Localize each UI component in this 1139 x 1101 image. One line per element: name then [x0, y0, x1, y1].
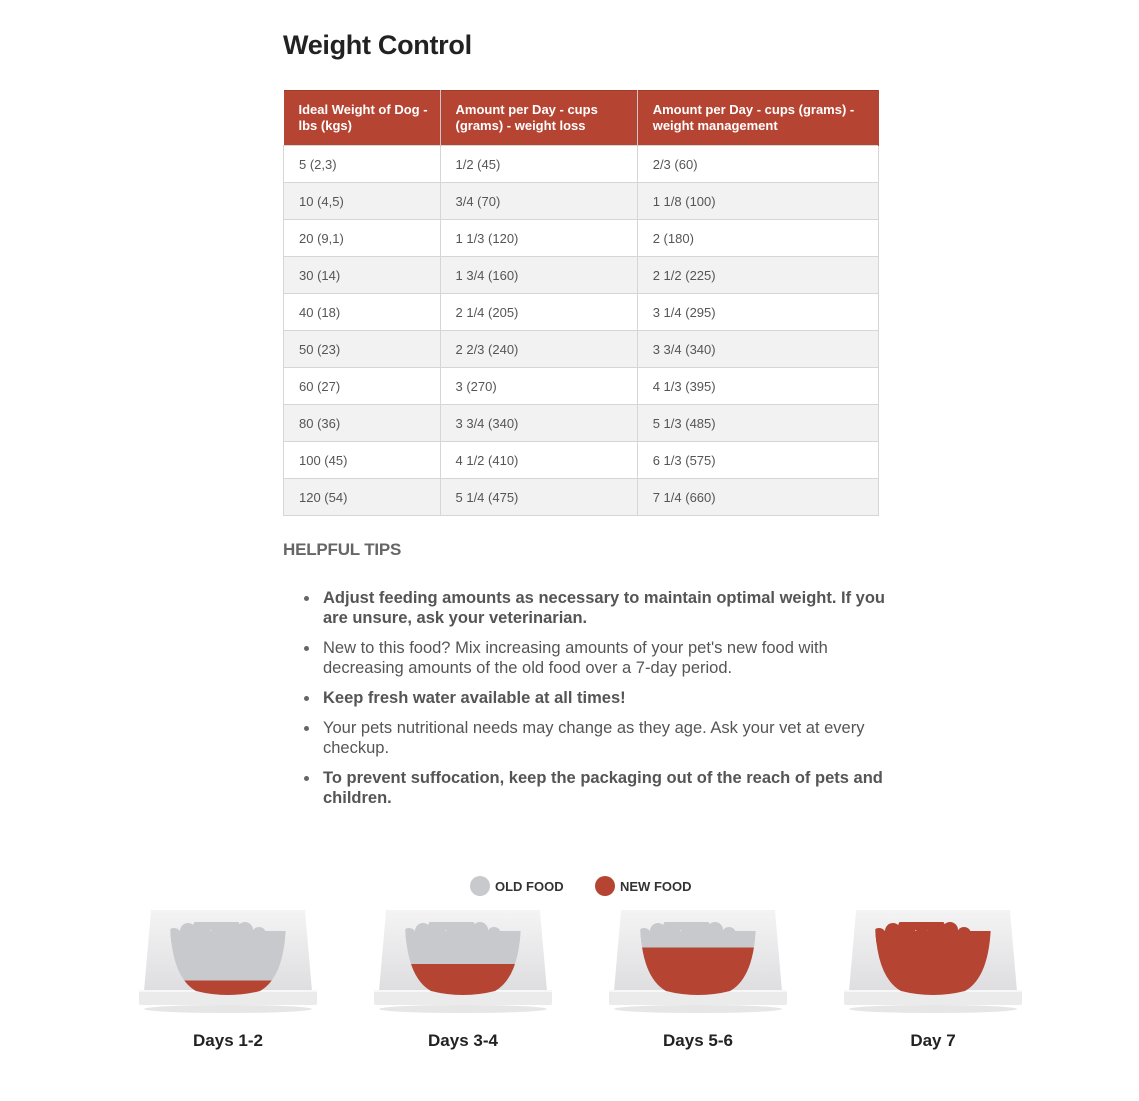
feeding-table	[283, 90, 879, 516]
legend-old-food	[470, 876, 564, 896]
cell-weight-loss: 3 (270)	[440, 368, 637, 405]
food-bowl-icon	[843, 905, 1023, 1017]
cell-ideal-weight: 5 (2,3)	[284, 146, 441, 183]
table-header-row	[284, 91, 879, 146]
bowl-stage	[838, 905, 1028, 1051]
cell-ideal-weight: 100 (45)	[284, 442, 441, 479]
cell-weight-management: 1 1/8 (100)	[637, 183, 878, 220]
cell-weight-loss: 5 1/4 (475)	[440, 479, 637, 516]
cell-ideal-weight: 50 (23)	[284, 331, 441, 368]
table-row	[284, 479, 879, 516]
cell-ideal-weight: 30 (14)	[284, 257, 441, 294]
cell-weight-management: 5 1/3 (485)	[637, 405, 878, 442]
tips-heading: HELPFUL TIPS	[283, 540, 402, 559]
food-bowl-icon	[608, 905, 788, 1017]
bowl-stage	[133, 905, 323, 1051]
tip-item: To prevent suffocation, keep the packaging out of the reach of pets and children.	[323, 768, 913, 808]
old-food-dot-icon	[470, 876, 490, 896]
table-body	[284, 146, 879, 516]
page-title: Weight Control	[283, 30, 472, 60]
transition-bowls	[0, 905, 1139, 1065]
legend-new-food	[595, 876, 692, 896]
cell-ideal-weight: 80 (36)	[284, 405, 441, 442]
cell-weight-loss: 1/2 (45)	[440, 146, 637, 183]
table-row	[284, 220, 879, 257]
table-row	[284, 442, 879, 479]
cell-ideal-weight: 120 (54)	[284, 479, 441, 516]
bowl-stage	[603, 905, 793, 1051]
bowl-stage	[368, 905, 558, 1051]
header-weight-management: Amount per Day - cups (grams) - weight management	[637, 91, 878, 146]
cell-ideal-weight: 40 (18)	[284, 294, 441, 331]
cell-weight-loss: 3/4 (70)	[440, 183, 637, 220]
new-food-dot-icon	[595, 876, 615, 896]
cell-weight-management: 6 1/3 (575)	[637, 442, 878, 479]
cell-ideal-weight: 10 (4,5)	[284, 183, 441, 220]
cell-weight-management: 4 1/3 (395)	[637, 368, 878, 405]
table-row	[284, 368, 879, 405]
cell-ideal-weight: 20 (9,1)	[284, 220, 441, 257]
bowl-caption: Days 5-6	[663, 1031, 733, 1050]
tip-item: Adjust feeding amounts as necessary to maintain optimal weight. If you are unsure, ask your veterinarian.	[323, 588, 913, 628]
bowl-caption: Day 7	[910, 1031, 956, 1050]
cell-ideal-weight: 60 (27)	[284, 368, 441, 405]
tip-item: Keep fresh water available at all times!	[323, 688, 913, 708]
tip-item: New to this food? Mix increasing amounts of your pet's new food with decreasing amounts of the old food over a 7-day period.	[323, 638, 913, 678]
header-ideal-weight: Ideal Weight of Dog - lbs (kgs)	[284, 91, 441, 146]
food-legend	[0, 876, 1139, 898]
cell-weight-management: 2 (180)	[637, 220, 878, 257]
table-row	[284, 257, 879, 294]
cell-weight-loss: 2 2/3 (240)	[440, 331, 637, 368]
cell-weight-management: 2/3 (60)	[637, 146, 878, 183]
table-row	[284, 183, 879, 220]
food-bowl-icon	[373, 905, 553, 1017]
table-row	[284, 146, 879, 183]
tip-item: Your pets nutritional needs may change as they age. Ask your vet at every checkup.	[323, 718, 913, 758]
bowl-caption: Days 1-2	[193, 1031, 263, 1050]
food-bowl-icon	[138, 905, 318, 1017]
cell-weight-management: 3 1/4 (295)	[637, 294, 878, 331]
cell-weight-loss: 3 3/4 (340)	[440, 405, 637, 442]
tips-list	[283, 588, 913, 818]
cell-weight-management: 7 1/4 (660)	[637, 479, 878, 516]
bowl-caption: Days 3-4	[428, 1031, 498, 1050]
cell-weight-loss: 1 3/4 (160)	[440, 257, 637, 294]
cell-weight-loss: 2 1/4 (205)	[440, 294, 637, 331]
table-row	[284, 405, 879, 442]
header-weight-loss: Amount per Day - cups (grams) - weight loss	[440, 91, 637, 146]
table-row	[284, 294, 879, 331]
legend-new-label: NEW FOOD	[620, 878, 692, 894]
cell-weight-loss: 4 1/2 (410)	[440, 442, 637, 479]
cell-weight-management: 2 1/2 (225)	[637, 257, 878, 294]
cell-weight-management: 3 3/4 (340)	[637, 331, 878, 368]
legend-old-label: OLD FOOD	[495, 878, 564, 894]
bowl-shadow	[379, 1005, 547, 1013]
bowl-shadow	[849, 1005, 1017, 1013]
cell-weight-loss: 1 1/3 (120)	[440, 220, 637, 257]
table-row	[284, 331, 879, 368]
bowl-shadow	[144, 1005, 312, 1013]
bowl-shadow	[614, 1005, 782, 1013]
